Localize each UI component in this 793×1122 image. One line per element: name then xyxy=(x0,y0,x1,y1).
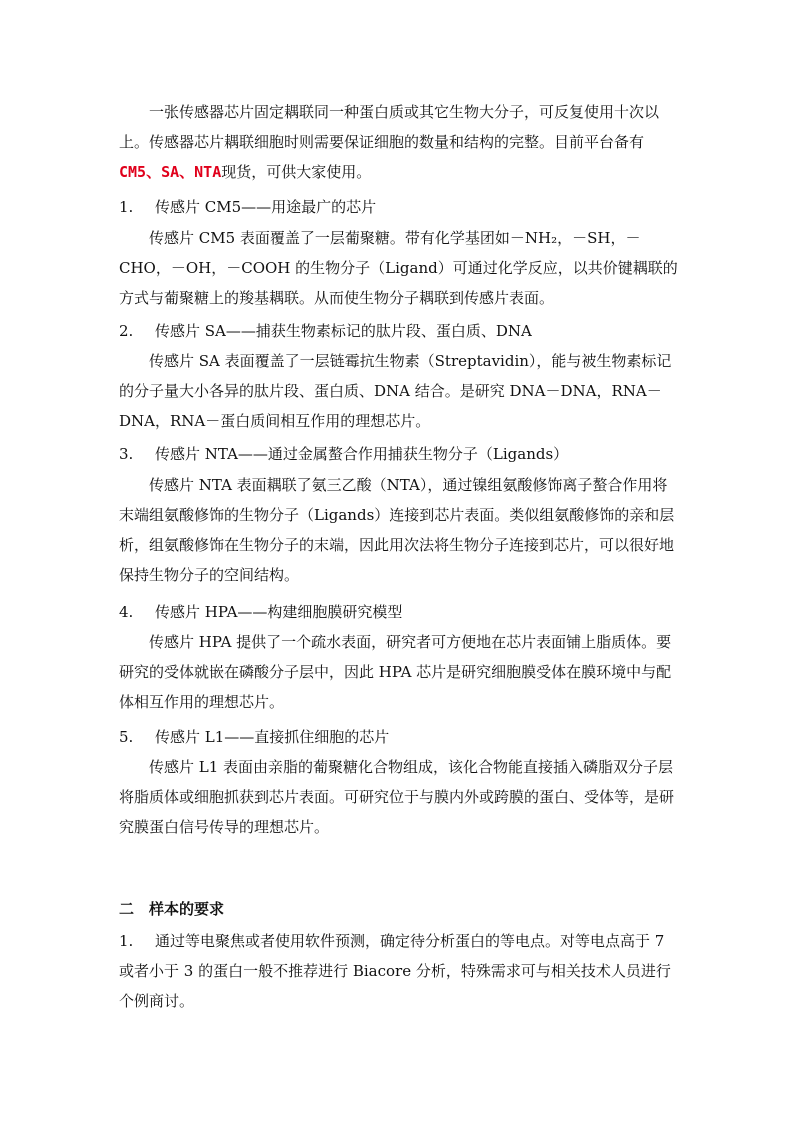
section-5-body: 传感片 L1 表面由亲脂的葡聚糖化合物组成，该化合物能直接插入磷脂双分子层将脂质体或细胞抓获到芯片表面。可研究位于与膜内外或跨膜的蛋白、受体等，是研究膜蛋白信号传导的理想芯片。 xyxy=(119,758,675,836)
section-3-title xyxy=(119,439,679,469)
sample-requirement-item xyxy=(119,926,679,1016)
section-3-body: 传感片 NTA 表面耦联了氨三乙酸（NTA），通过镍组氨酸修饰离子螯合作用将末端组氨酸修饰的生物分子（Ligands）连接到芯片表面。类似组氨酸修饰的亲和层析，组氨酸修饰在生物分子的末端，因此用次法将生物分子连接到芯片，可以很好地保持生物分子的空间结构。 xyxy=(119,476,675,584)
section-number: 1. xyxy=(119,198,134,216)
item-number: 1. xyxy=(119,932,134,950)
section-2-title xyxy=(119,316,679,346)
section-2-body: 传感片 SA 表面覆盖了一层链霉抗生物素（Streptavidin），能与被生物素标记的分子量大小各异的肽片段、蛋白质、DNA 结合。是研究 DNA－DNA，RNA－DNA，RNA－蛋白质间相互作用的理想芯片。 xyxy=(119,352,672,430)
section-1-title xyxy=(119,192,679,222)
chip-highlight: CM5、SA、NTA xyxy=(119,163,222,181)
section-title: 传感片 NTA——通过金属螯合作用捕获生物分子（Ligands） xyxy=(155,445,569,463)
section-title: 传感片 HPA——构建细胞膜研究模型 xyxy=(155,603,403,621)
section-4-body: 传感片 HPA 提供了一个疏水表面，研究者可方便地在芯片表面铺上脂质体。要研究的受体就嵌在磷酸分子层中，因此 HPA 芯片是研究细胞膜受体在膜环境中与配体相互作用的理想芯片。 xyxy=(119,633,672,711)
section-4-title xyxy=(119,597,679,627)
section-title: 传感片 SA——捕获生物素标记的肽片段、蛋白质、DNA xyxy=(155,322,532,340)
section-heading-samples: 二 样本的要求 xyxy=(119,900,225,918)
intro-paragraph xyxy=(119,97,679,187)
item-text: 通过等电聚焦或者使用软件预测，确定待分析蛋白的等电点。对等电点高于 7 或者小于 3 的蛋白一般不推荐进行 Biacore 分析，特殊需求可与相关技术人员进行个例商讨。 xyxy=(119,932,671,1010)
section-1-body: 传感片 CM5 表面覆盖了一层葡聚糖。带有化学基团如－NH₂，－SH，－CHO，－OH，－COOH 的生物分子（Ligand）可通过化学反应，以共价键耦联的方式与葡聚糖上的羧基耦联。从而使生物分子耦联到传感片表面。 xyxy=(119,229,678,307)
section-title: 传感片 CM5——用途最广的芯片 xyxy=(155,198,377,216)
intro-text-a: 一张传感器芯片固定耦联同一种蛋白质或其它生物大分子，可反复使用十次以上。传感器芯片耦联细胞时则需要保证细胞的数量和结构的完整。目前平台备有 xyxy=(119,103,660,151)
section-5-title xyxy=(119,722,679,752)
intro-text-b: 现货，可供大家使用。 xyxy=(221,163,372,181)
section-number: 5. xyxy=(119,728,134,746)
section-number: 4. xyxy=(119,603,134,621)
section-number: 3. xyxy=(119,445,134,463)
section-number: 2. xyxy=(119,322,134,340)
section-title: 传感片 L1——直接抓住细胞的芯片 xyxy=(155,728,390,746)
